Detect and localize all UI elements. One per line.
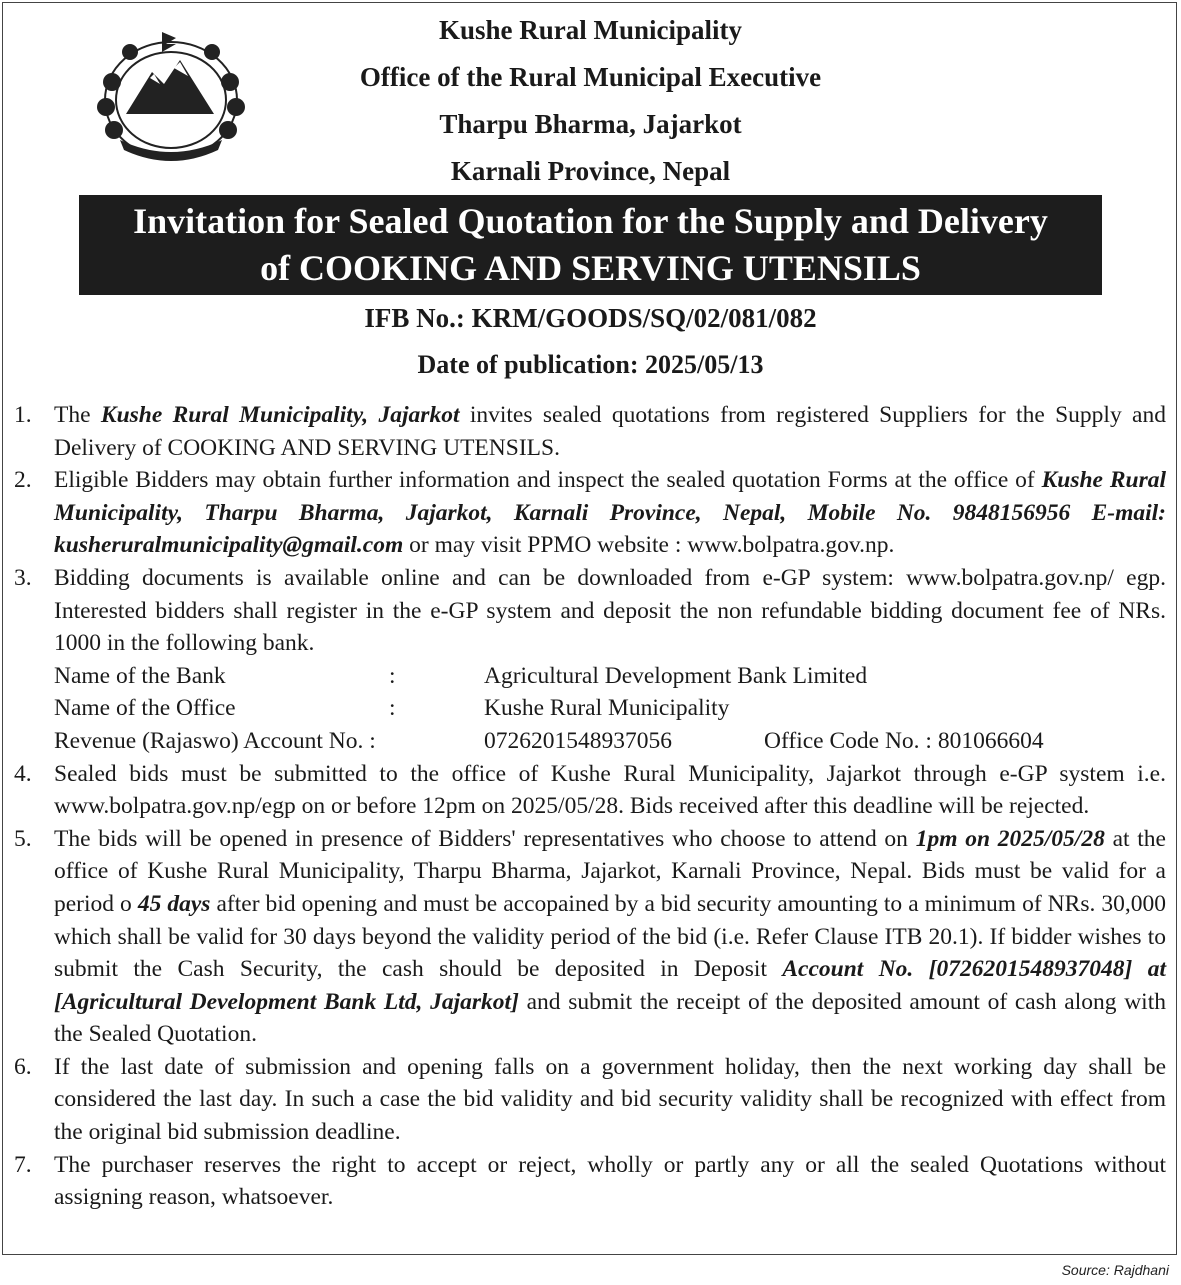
province-country: Karnali Province, Nepal xyxy=(450,156,731,186)
list-item: 3. Bidding documents is available online and can be downloaded from e-GP system: www.bolpatra.gov.np/ egp. Interested bidders shall register in the e-GP system and deposit the non refundable bidding document fee of NRs. 1000 in the following bank. Name of the Bank : Agricultural Development Bank Limited Name of the Office : Kushe Rural Municipality Revenue (Rajaswo) Account No. : 0726201548937056 Office Code No. : 801066604 xyxy=(14,562,1166,758)
item-number: 1. xyxy=(14,402,32,428)
list-item: 1. The Kushe Rural Municipality, Jajarkot invites sealed quotations from registered Suppliers for the Supply and Delivery of COOKING AND SERVING UTENSILS. xyxy=(14,399,1166,464)
notice-body xyxy=(14,399,1166,1214)
item-number: 5. xyxy=(14,825,32,852)
source-credit: Source: Rajdhani xyxy=(1061,1262,1169,1278)
list-item: 5. The bids will be opened in presence of Bidders' representatives who choose to attend on 1pm on 2025/05/28 at the office of Kushe Rural Municipality, Tharpu Bharma, Jajarkot, Karnali Province, Nepal. Bids must be valid for a period o 45 days after bid opening and must be accopained by a bid security amounting to a minimum of NRs. 30,000 which shall be valid for 30 days beyond the validity period of the bid (i.e. Refer Clause ITB 20.1). If bidder wishes to submit the Cash Security, the cash should be deposited in Deposit Account No. [0726201548937048] at [Agricultural Development Bank Ltd, Jajarkot] and submit the receipt of the deposited amount of cash along with the Sealed Quotation. xyxy=(14,823,1166,1051)
banner-title-line2: of COOKING AND SERVING UTENSILS xyxy=(260,248,921,288)
item-number: 2. xyxy=(14,467,32,494)
list-item: 6. If the last date of submission and opening falls on a government holiday, then the next working day shall be considered the last day. In such a case the bid validity and bid security validity shall be recognized with effect from the original bid submission deadline. xyxy=(14,1051,1166,1149)
notice-title-banner xyxy=(79,195,1102,295)
account-row: Revenue (Rajaswo) Account No. : 0726201548937056 Office Code No. : 801066604 xyxy=(54,727,1044,754)
publication-date: Date of publication: 2025/05/13 xyxy=(417,350,764,379)
ifb-number: IFB No.: KRM/GOODS/SQ/02/081/082 xyxy=(364,303,817,333)
office-name-row: Name of the Office : Kushe Rural Municipality xyxy=(54,695,730,722)
municipality-name: Kushe Rural Municipality xyxy=(438,15,743,45)
list-item: 2. Eligible Bidders may obtain further information and inspect the sealed quotation Forms at the office of Kushe Rural Municipality, Tharpu Bharma, Jajarkot, Karnali Province, Nepal, Mobile No. 9848156956 E-mail: kusheruralmunicipality@gmail.com or may visit PPMO website : www.bolpatra.gov.np. xyxy=(14,464,1166,562)
bank-name-row: Name of the Bank : Agricultural Development Bank Limited xyxy=(54,662,868,689)
item-number: 4. xyxy=(14,760,32,787)
banner-title-line1: Invitation for Sealed Quotation for the Supply and Delivery xyxy=(133,201,1048,241)
list-item: 4. Sealed bids must be submitted to the office of Kushe Rural Municipality, Jajarkot through e-GP system i.e. www.bolpatra.gov.np/egp on or before 12pm on 2025/05/28. Bids received after this deadline will be rejected. xyxy=(14,758,1166,823)
office-address: Tharpu Bharma, Jajarkot xyxy=(439,109,742,139)
item-number: 7. xyxy=(14,1151,32,1178)
item-number: 6. xyxy=(14,1053,32,1080)
office-name: Office of the Rural Municipal Executive xyxy=(359,62,822,92)
list-item: 7. The purchaser reserves the right to accept or reject, wholly or partly any or all the sealed Quotations without assigning reason, whatsoever. xyxy=(14,1149,1166,1214)
item-number: 3. xyxy=(14,564,32,591)
